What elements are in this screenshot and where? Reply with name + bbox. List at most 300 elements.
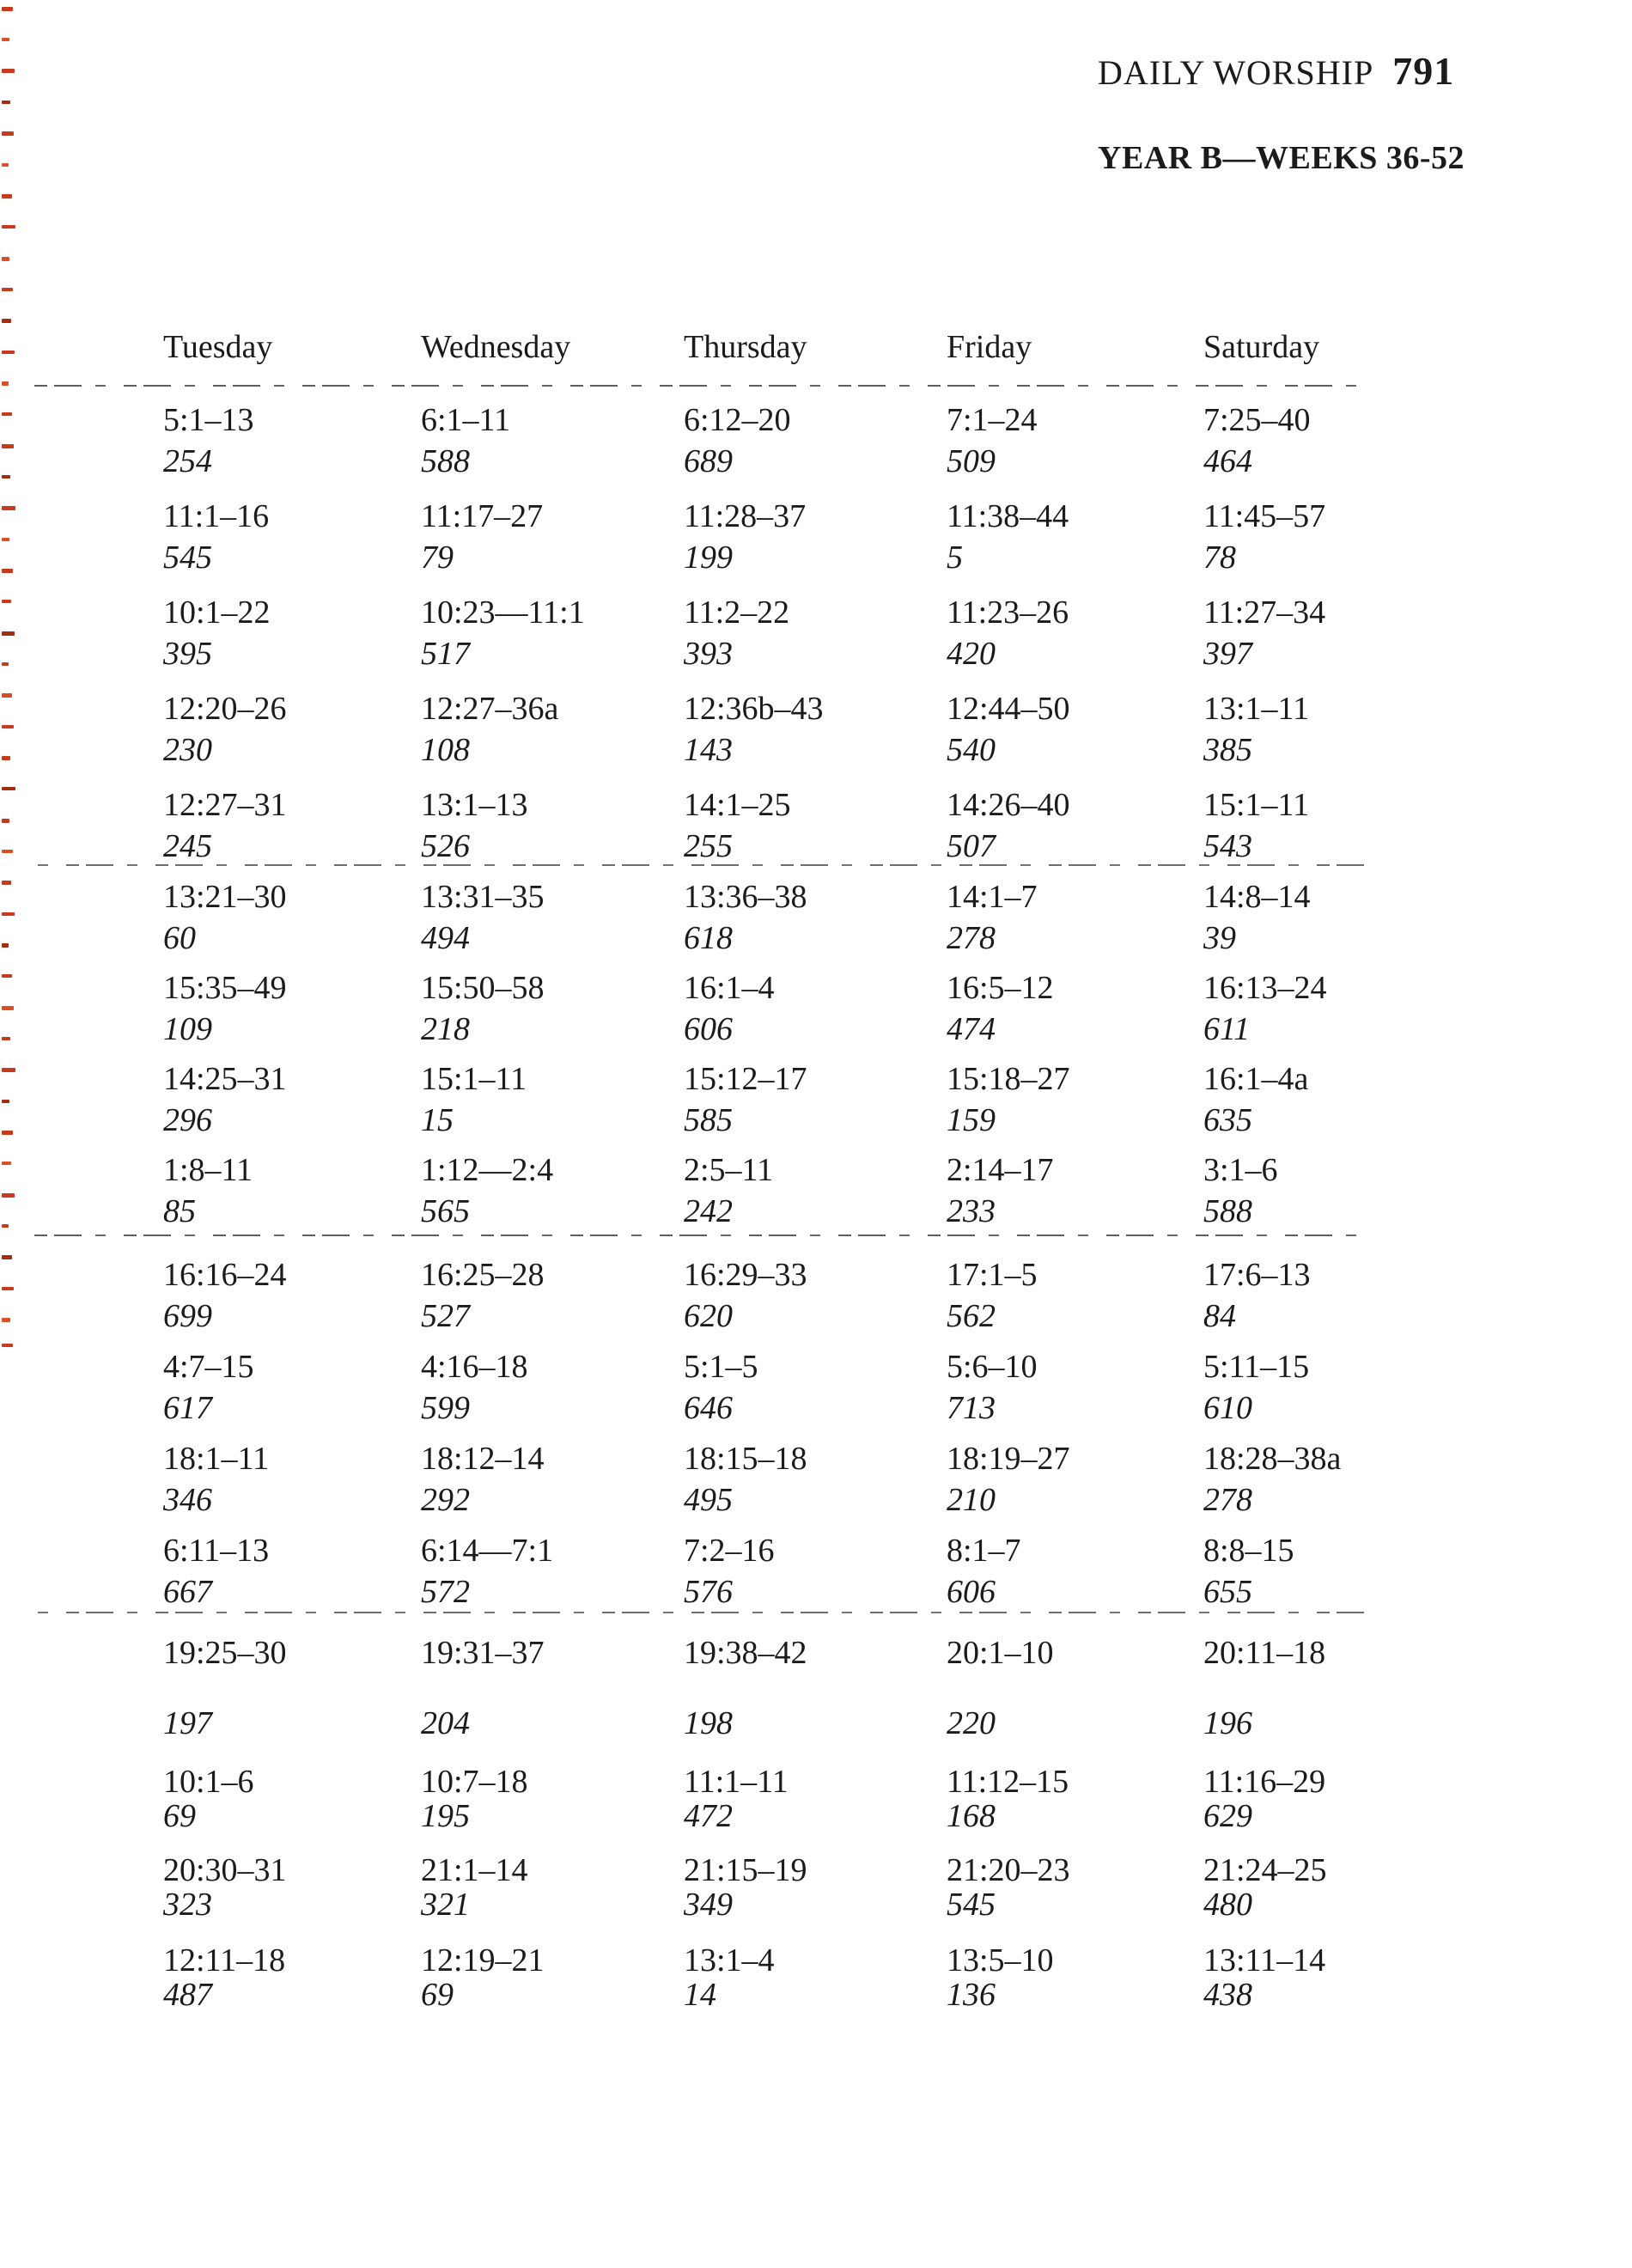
hymn-number: 136 xyxy=(947,1977,996,2013)
red-margin-mark xyxy=(2,974,12,978)
hymn-number: 572 xyxy=(421,1574,470,1610)
red-margin-mark xyxy=(2,475,10,479)
column-header-tuesday: Tuesday xyxy=(163,329,273,365)
lectionary-cell xyxy=(1203,1637,1325,1740)
lectionary-cell xyxy=(947,881,1038,954)
lectionary-cell xyxy=(421,596,585,670)
column-header-saturday: Saturday xyxy=(1203,329,1320,365)
red-margin-mark xyxy=(2,1287,14,1290)
scripture-reference: 19:31–37 xyxy=(421,1635,545,1671)
red-margin-mark xyxy=(2,787,15,790)
scripture-reference: 6:14—7:1 xyxy=(421,1533,554,1569)
lectionary-cell xyxy=(163,1154,253,1228)
red-margin-mark xyxy=(2,1161,11,1165)
lectionary-cell xyxy=(163,404,254,478)
scripture-reference: 11:38–44 xyxy=(947,498,1069,534)
lectionary-cell xyxy=(163,881,287,954)
lectionary-cell xyxy=(947,1063,1070,1137)
lectionary-cell xyxy=(163,1765,254,1832)
scripture-reference: 4:7–15 xyxy=(163,1349,254,1385)
scripture-reference: 14:8–14 xyxy=(1203,879,1311,915)
scripture-reference: 15:50–58 xyxy=(421,970,545,1006)
hymn-number: 69 xyxy=(421,1977,454,2013)
hymn-number: 278 xyxy=(1203,1482,1252,1518)
scripture-reference: 2:14–17 xyxy=(947,1152,1054,1188)
hymn-number: 292 xyxy=(421,1482,470,1518)
red-margin-mark xyxy=(2,1068,15,1072)
dashed-divider xyxy=(34,385,1374,387)
scripture-reference: 13:5–10 xyxy=(947,1942,1054,1978)
hymn-number: 606 xyxy=(684,1011,733,1047)
hymn-number: 323 xyxy=(163,1887,212,1923)
scripture-reference: 19:38–42 xyxy=(684,1635,807,1671)
section-header: YEAR B—WEEKS 36-52 xyxy=(1098,140,1465,176)
lectionary-cell xyxy=(684,1154,773,1228)
hymn-number: 689 xyxy=(684,443,733,479)
lectionary-cell xyxy=(1203,1944,1325,2011)
scripture-reference: 3:1–6 xyxy=(1203,1152,1278,1188)
dashed-divider xyxy=(34,864,1374,866)
lectionary-cell xyxy=(421,1765,528,1832)
scripture-reference: 11:16–29 xyxy=(1203,1764,1326,1800)
hymn-number: 242 xyxy=(684,1193,733,1229)
lectionary-cell xyxy=(163,1534,269,1608)
scripture-reference: 10:7–18 xyxy=(421,1764,528,1800)
lectionary-cell xyxy=(163,1944,285,2011)
lectionary-cell xyxy=(947,404,1038,478)
hymn-number: 606 xyxy=(947,1574,996,1610)
scripture-reference: 11:28–37 xyxy=(684,498,807,534)
red-margin-mark xyxy=(2,7,13,11)
hymn-number: 540 xyxy=(947,732,996,768)
hymn-number: 517 xyxy=(421,636,470,672)
red-margin-mark xyxy=(2,693,12,698)
hymn-number: 472 xyxy=(684,1798,733,1834)
lectionary-cell xyxy=(947,789,1070,863)
lectionary-cell xyxy=(947,972,1054,1046)
red-margin-mark xyxy=(2,288,13,291)
lectionary-cell xyxy=(421,692,558,766)
hymn-number: 196 xyxy=(1203,1705,1252,1741)
lectionary-cell xyxy=(421,1350,528,1424)
lectionary-cell xyxy=(684,692,824,766)
lectionary-cell xyxy=(421,500,543,574)
red-margin-mark xyxy=(2,319,11,323)
hymn-number: 69 xyxy=(163,1798,196,1834)
scripture-reference: 5:1–13 xyxy=(163,402,254,438)
hymn-number: 204 xyxy=(421,1705,470,1741)
lectionary-cell xyxy=(421,1637,545,1740)
hymn-number: 611 xyxy=(1203,1011,1251,1047)
red-margin-mark xyxy=(2,1193,15,1198)
hymn-number: 85 xyxy=(163,1193,196,1229)
red-margin-mark xyxy=(2,881,11,885)
lectionary-cell xyxy=(1203,1063,1308,1137)
scripture-reference: 6:12–20 xyxy=(684,402,791,438)
dashed-divider xyxy=(34,1235,1374,1236)
hymn-number: 159 xyxy=(947,1102,996,1138)
lectionary-cell xyxy=(684,881,807,954)
red-margin-mark xyxy=(2,163,9,167)
hymn-number: 15 xyxy=(421,1102,454,1138)
scripture-reference: 11:2–22 xyxy=(684,594,790,631)
red-margin-mark xyxy=(2,225,15,229)
scripture-reference: 21:20–23 xyxy=(947,1852,1070,1888)
lectionary-cell xyxy=(684,596,789,670)
red-margin-mark xyxy=(2,1224,9,1228)
hymn-number: 509 xyxy=(947,443,996,479)
hymn-number: 618 xyxy=(684,920,733,956)
scripture-reference: 16:1–4a xyxy=(1203,1061,1309,1097)
hymn-number: 438 xyxy=(1203,1977,1252,2013)
hymn-number: 599 xyxy=(421,1390,470,1426)
hymn-number: 395 xyxy=(163,636,212,672)
lectionary-cell xyxy=(163,1259,287,1332)
red-margin-mark xyxy=(2,600,11,603)
scripture-reference: 21:1–14 xyxy=(421,1852,528,1888)
hymn-number: 487 xyxy=(163,1977,212,2013)
scripture-reference: 20:11–18 xyxy=(1203,1635,1326,1671)
hymn-number: 346 xyxy=(163,1482,212,1518)
hymn-number: 218 xyxy=(421,1011,470,1047)
red-margin-mark xyxy=(2,38,9,41)
hymn-number: 667 xyxy=(163,1574,212,1610)
hymn-number: 588 xyxy=(421,443,470,479)
hymn-number: 60 xyxy=(163,920,196,956)
hymn-number: 494 xyxy=(421,920,470,956)
lectionary-cell xyxy=(947,596,1069,670)
lectionary-cell xyxy=(421,1442,545,1516)
lectionary-cell xyxy=(1203,1259,1311,1332)
hymn-number: 480 xyxy=(1203,1887,1252,1923)
red-margin-mark xyxy=(2,912,15,916)
hymn-number: 349 xyxy=(684,1887,733,1923)
scripture-reference: 1:8–11 xyxy=(163,1152,253,1188)
scripture-reference: 16:1–4 xyxy=(684,970,775,1006)
lectionary-cell xyxy=(684,1854,807,1921)
red-margin-mark xyxy=(2,101,10,104)
lectionary-cell xyxy=(684,1637,807,1740)
scripture-reference: 12:44–50 xyxy=(947,691,1070,727)
hymn-number: 713 xyxy=(947,1390,996,1426)
scripture-reference: 13:36–38 xyxy=(684,879,807,915)
red-margin-mark xyxy=(2,351,15,354)
scripture-reference: 10:23—11:1 xyxy=(421,594,585,631)
scripture-reference: 1:12—2:4 xyxy=(421,1152,554,1188)
lectionary-cell xyxy=(947,1854,1070,1921)
red-margin-mark xyxy=(2,444,14,448)
red-margin-mark xyxy=(2,631,15,636)
hymn-number: 635 xyxy=(1203,1102,1252,1138)
hymn-number: 255 xyxy=(684,828,733,864)
lectionary-cell xyxy=(421,1534,553,1608)
hymn-number: 699 xyxy=(163,1298,212,1334)
lectionary-cell xyxy=(163,789,287,863)
lectionary-cell xyxy=(947,1765,1069,1832)
scripture-reference: 20:30–31 xyxy=(163,1852,287,1888)
lectionary-cell xyxy=(684,404,791,478)
lectionary-cell xyxy=(1203,881,1311,954)
scripture-reference: 16:5–12 xyxy=(947,970,1054,1006)
scripture-reference: 11:45–57 xyxy=(1203,498,1326,534)
hymn-number: 109 xyxy=(163,1011,212,1047)
scripture-reference: 6:1–11 xyxy=(421,402,511,438)
lectionary-cell xyxy=(947,500,1069,574)
scripture-reference: 13:11–14 xyxy=(1203,1942,1326,1978)
hymn-number: 545 xyxy=(163,540,212,576)
red-margin-mark xyxy=(2,756,10,760)
lectionary-cell xyxy=(1203,596,1325,670)
scripture-reference: 12:36b–43 xyxy=(684,691,824,727)
lectionary-cell xyxy=(1203,404,1311,478)
scripture-reference: 18:15–18 xyxy=(684,1441,807,1477)
scripture-reference: 8:8–15 xyxy=(1203,1533,1294,1569)
lectionary-cell xyxy=(1203,1154,1278,1228)
scripture-reference: 7:2–16 xyxy=(684,1533,775,1569)
hymn-number: 629 xyxy=(1203,1798,1252,1834)
hymn-number: 78 xyxy=(1203,540,1236,576)
scripture-reference: 12:19–21 xyxy=(421,1942,545,1978)
red-margin-mark xyxy=(2,1037,10,1040)
scripture-reference: 5:6–10 xyxy=(947,1349,1038,1385)
lectionary-cell xyxy=(947,1350,1038,1424)
scripture-reference: 15:35–49 xyxy=(163,970,287,1006)
hymn-number: 464 xyxy=(1203,443,1252,479)
hymn-number: 14 xyxy=(684,1977,716,2013)
hymn-number: 507 xyxy=(947,828,996,864)
hymn-number: 565 xyxy=(421,1193,470,1229)
scripture-reference: 12:11–18 xyxy=(163,1942,286,1978)
lectionary-cell xyxy=(421,1259,545,1332)
scripture-reference: 11:23–26 xyxy=(947,594,1069,631)
page-number: 791 xyxy=(1392,49,1455,93)
scripture-reference: 15:1–11 xyxy=(421,1061,527,1097)
lectionary-cell xyxy=(421,972,545,1046)
lectionary-cell xyxy=(1203,972,1327,1046)
hymn-number: 585 xyxy=(684,1102,733,1138)
red-margin-mark xyxy=(2,1100,9,1103)
lectionary-cell xyxy=(947,1534,1021,1608)
scripture-reference: 12:20–26 xyxy=(163,691,287,727)
hymn-number: 197 xyxy=(163,1705,212,1741)
hymn-number: 620 xyxy=(684,1298,733,1334)
hymn-number: 420 xyxy=(947,636,996,672)
hymn-number: 397 xyxy=(1203,636,1252,672)
red-margin-mark xyxy=(2,506,15,510)
lectionary-cell xyxy=(421,789,528,863)
hymn-number: 296 xyxy=(163,1102,212,1138)
red-margin-mark xyxy=(2,538,9,541)
scripture-reference: 14:26–40 xyxy=(947,787,1070,823)
lectionary-cell xyxy=(684,1063,807,1137)
hymn-number: 108 xyxy=(421,732,470,768)
scripture-reference: 18:1–11 xyxy=(163,1441,270,1477)
scripture-reference: 11:1–16 xyxy=(163,498,270,534)
lectionary-cell xyxy=(947,692,1070,766)
hymn-number: 210 xyxy=(947,1482,996,1518)
hymn-number: 526 xyxy=(421,828,470,864)
lectionary-cell xyxy=(684,500,806,574)
hymn-number: 474 xyxy=(947,1011,996,1047)
lectionary-cell xyxy=(163,972,287,1046)
lectionary-cell xyxy=(1203,692,1309,766)
scripture-reference: 15:12–17 xyxy=(684,1061,807,1097)
hymn-number: 588 xyxy=(1203,1193,1252,1229)
red-margin-mark xyxy=(2,1318,10,1322)
hymn-number: 562 xyxy=(947,1298,996,1334)
hymn-number: 545 xyxy=(947,1887,996,1923)
red-margin-mark xyxy=(2,662,9,666)
column-header-wednesday: Wednesday xyxy=(421,329,571,365)
hymn-number: 195 xyxy=(421,1798,470,1834)
scripture-reference: 4:16–18 xyxy=(421,1349,528,1385)
red-margin-mark xyxy=(2,131,14,136)
scripture-reference: 16:16–24 xyxy=(163,1257,287,1293)
red-margin-mark xyxy=(2,725,14,729)
lectionary-cell xyxy=(1203,789,1309,863)
scripture-reference: 14:1–7 xyxy=(947,879,1038,915)
hymn-number: 168 xyxy=(947,1798,996,1834)
lectionary-cell xyxy=(684,1944,775,2011)
hymn-number: 220 xyxy=(947,1705,996,1741)
lectionary-cell xyxy=(947,1442,1070,1516)
lectionary-cell xyxy=(1203,1350,1309,1424)
hymn-number: 495 xyxy=(684,1482,733,1518)
scripture-reference: 8:1–7 xyxy=(947,1533,1021,1569)
red-margin-mark xyxy=(2,257,9,261)
hymn-number: 233 xyxy=(947,1193,996,1229)
lectionary-cell xyxy=(421,1854,528,1921)
scripture-reference: 11:1–11 xyxy=(684,1764,789,1800)
hymn-number: 143 xyxy=(684,732,733,768)
column-header-thursday: Thursday xyxy=(684,329,807,365)
lectionary-cell xyxy=(1203,1765,1325,1832)
scripture-reference: 13:1–13 xyxy=(421,787,528,823)
lectionary-cell xyxy=(684,1534,775,1608)
hymn-number: 543 xyxy=(1203,828,1252,864)
running-header xyxy=(1098,48,1454,94)
hymn-number: 576 xyxy=(684,1574,733,1610)
lectionary-cell xyxy=(947,1944,1054,2011)
scripture-reference: 5:1–5 xyxy=(684,1349,758,1385)
lectionary-cell xyxy=(421,1154,553,1228)
scripture-reference: 11:27–34 xyxy=(1203,594,1326,631)
scripture-reference: 14:25–31 xyxy=(163,1061,287,1097)
lectionary-cell xyxy=(163,1637,287,1740)
lectionary-cell xyxy=(1203,1854,1327,1921)
scripture-reference: 17:1–5 xyxy=(947,1257,1038,1293)
lectionary-cell xyxy=(163,500,269,574)
red-margin-mark xyxy=(2,412,12,416)
scripture-reference: 15:1–11 xyxy=(1203,787,1310,823)
lectionary-cell xyxy=(1203,1534,1294,1608)
hymn-number: 393 xyxy=(684,636,733,672)
lectionary-cell xyxy=(684,789,791,863)
scripture-reference: 11:12–15 xyxy=(947,1764,1069,1800)
lectionary-cell xyxy=(684,972,775,1046)
scripture-reference: 5:11–15 xyxy=(1203,1349,1310,1385)
scripture-reference: 14:1–25 xyxy=(684,787,791,823)
hymn-number: 5 xyxy=(947,540,963,576)
scripture-reference: 13:31–35 xyxy=(421,879,545,915)
lectionary-cell xyxy=(684,1765,789,1832)
lectionary-cell xyxy=(1203,1442,1341,1516)
lectionary-cell xyxy=(163,692,287,766)
lectionary-cell xyxy=(684,1442,807,1516)
hymn-number: 230 xyxy=(163,732,212,768)
lectionary-cell xyxy=(1203,500,1325,574)
scripture-reference: 7:25–40 xyxy=(1203,402,1311,438)
hymn-number: 646 xyxy=(684,1390,733,1426)
red-margin-mark xyxy=(2,569,13,573)
lectionary-cell xyxy=(421,1944,545,2011)
red-margin-mark xyxy=(2,850,13,853)
scripture-reference: 16:29–33 xyxy=(684,1257,807,1293)
scripture-reference: 10:1–6 xyxy=(163,1764,254,1800)
hymn-number: 198 xyxy=(684,1705,733,1741)
scripture-reference: 15:18–27 xyxy=(947,1061,1070,1097)
red-margin-mark xyxy=(2,1344,13,1347)
scripture-reference: 18:19–27 xyxy=(947,1441,1070,1477)
scripture-reference: 6:11–13 xyxy=(163,1533,270,1569)
scripture-reference: 17:6–13 xyxy=(1203,1257,1311,1293)
hymn-number: 245 xyxy=(163,828,212,864)
lectionary-cell xyxy=(947,1154,1054,1228)
scripture-reference: 18:12–14 xyxy=(421,1441,545,1477)
scripture-reference: 13:1–11 xyxy=(1203,691,1310,727)
lectionary-cell xyxy=(947,1259,1038,1332)
lectionary-cell xyxy=(684,1259,807,1332)
lectionary-cell xyxy=(163,596,271,670)
scripture-reference: 19:25–30 xyxy=(163,1635,287,1671)
lectionary-cell xyxy=(421,881,545,954)
column-header-friday: Friday xyxy=(947,329,1032,365)
scripture-reference: 16:13–24 xyxy=(1203,970,1327,1006)
scripture-reference: 10:1–22 xyxy=(163,594,271,631)
hymn-number: 84 xyxy=(1203,1298,1236,1334)
lectionary-cell xyxy=(684,1350,758,1424)
lectionary-cell xyxy=(421,404,510,478)
hymn-number: 527 xyxy=(421,1298,470,1334)
scripture-reference: 13:21–30 xyxy=(163,879,287,915)
lectionary-cell xyxy=(163,1063,287,1137)
scripture-reference: 18:28–38a xyxy=(1203,1441,1342,1477)
lectionary-cell xyxy=(163,1854,287,1921)
scripture-reference: 16:25–28 xyxy=(421,1257,545,1293)
scripture-reference: 12:27–36a xyxy=(421,691,559,727)
red-margin-mark xyxy=(2,819,9,823)
hymn-number: 385 xyxy=(1203,732,1252,768)
red-margin-mark xyxy=(2,1255,12,1259)
scripture-reference: 21:15–19 xyxy=(684,1852,807,1888)
scripture-reference: 12:27–31 xyxy=(163,787,287,823)
running-header-title: DAILY WORSHIP xyxy=(1098,53,1374,92)
red-margin-mark xyxy=(2,69,15,73)
hymn-number: 617 xyxy=(163,1390,212,1426)
hymn-number: 321 xyxy=(421,1887,470,1923)
hymn-number: 278 xyxy=(947,920,996,956)
lectionary-cell xyxy=(163,1442,269,1516)
red-margin-mark xyxy=(2,1006,14,1010)
red-margin-mark xyxy=(2,381,9,386)
lectionary-cell xyxy=(421,1063,527,1137)
hymn-number: 254 xyxy=(163,443,212,479)
red-margin-mark xyxy=(2,1131,13,1135)
hymn-number: 39 xyxy=(1203,920,1236,956)
hymn-number: 610 xyxy=(1203,1390,1252,1426)
scripture-reference: 2:5–11 xyxy=(684,1152,774,1188)
hymn-number: 655 xyxy=(1203,1574,1252,1610)
